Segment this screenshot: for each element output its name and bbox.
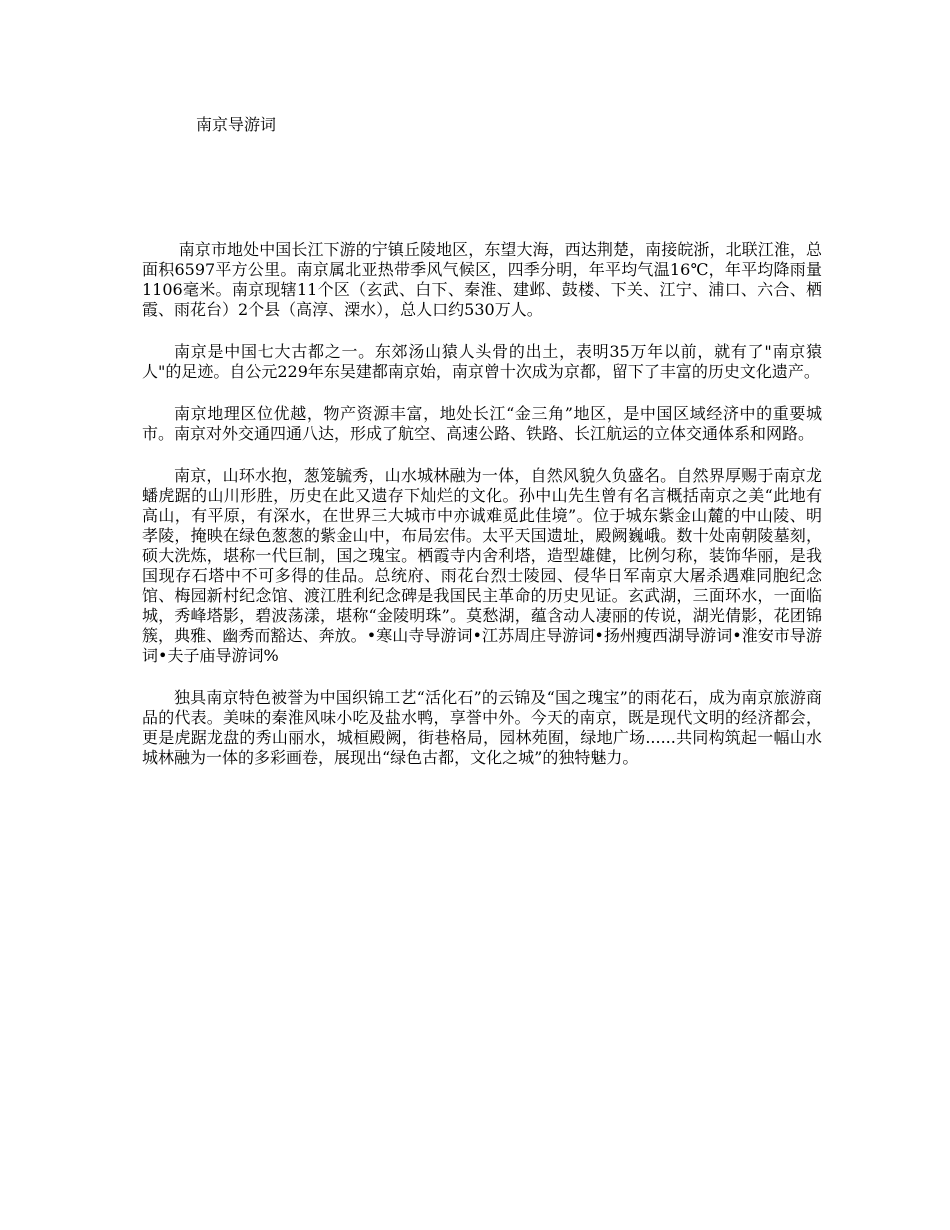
document-body: [142, 240, 822, 790]
paragraph-scenery: 南京，山环水抱，葱笼毓秀，山水城林融为一体，自然风貌久负盛名。自然界厚赐于南京龙蟠虎踞的山川形胜，历史在此又遗存下灿烂的文化。孙中山先生曾有名言概括南京之美“此地有高山，有平原，有深水，在世界三大城市中亦诚难觅此佳境”。位于城东紫金山麓的中山陵、明孝陵，掩映在绿色葱葱的紫金山中，布局宏伟。太平天国遗址，殿阙巍峨。数十处南朝陵墓刻，硕大洗炼，堪称一代巨制，国之瑰宝。栖霞寺内舍利塔，造型雄健，比例匀称，装饰华丽，是我国现存石塔中不可多得的佳品。总统府、雨花台烈士陵园、侵华日军南京大屠杀遇难同胞纪念馆、梅园新村纪念馆、渡江胜利纪念碑是我国民主革命的历史见证。玄武湖，三面环水，一面临城，秀峰塔影，碧波荡漾，堪称“金陵明珠”。莫愁湖，蕴含动人凄丽的传说，湖光倩影，花团锦簇，典雅、幽秀而豁达、奔放。•寒山寺导游词•江苏周庄导游词•扬州瘦西湖导游词•淮安市导游词•夫子庙导游词%: [142, 466, 822, 665]
paragraph-overview: 南京市地处中国长江下游的宁镇丘陵地区，东望大海，西达荆楚，南接皖浙，北联江淮，总面积6597平方公里。南京属北亚热带季风气候区，四季分明，年平均气温16℃，年平均降雨量1106毫米。南京现辖11个区（玄武、白下、秦淮、建邺、鼓楼、下关、江宁、浦口、六合、栖霞、雨花台）2个县（高淳、溧水），总人口约530万人。: [142, 240, 822, 319]
document-title: 南京导游词: [196, 115, 277, 134]
paragraph-specialties: 独具南京特色被誉为中国织锦工艺“活化石”的云锦及“国之瑰宝”的雨花石，成为南京旅游商品的代表。美味的秦淮风味小吃及盐水鸭，享誉中外。今天的南京，既是现代文明的经济都会，更是虎踞龙盘的秀山丽水，城桓殿阙，街巷格局，园林苑囿，绿地广场......共同构筑起一幅山水城林融为一体的多彩画卷，展现出“绿色古都，文化之城”的独特魅力。: [142, 688, 822, 767]
paragraph-geography: 南京地理区位优越，物产资源丰富，地处长江“金三角”地区，是中国区域经济中的重要城市。南京对外交通四通八达，形成了航空、高速公路、铁路、长江航运的立体交通体系和网路。: [142, 404, 822, 443]
paragraph-ancient-capital: 南京是中国七大古都之一。东郊汤山猿人头骨的出土，表明35万年以前，就有了"南京猿人"的足迹。自公元229年东吴建都南京始，南京曾十次成为京都，留下了丰富的历史文化遗产。: [142, 342, 822, 381]
